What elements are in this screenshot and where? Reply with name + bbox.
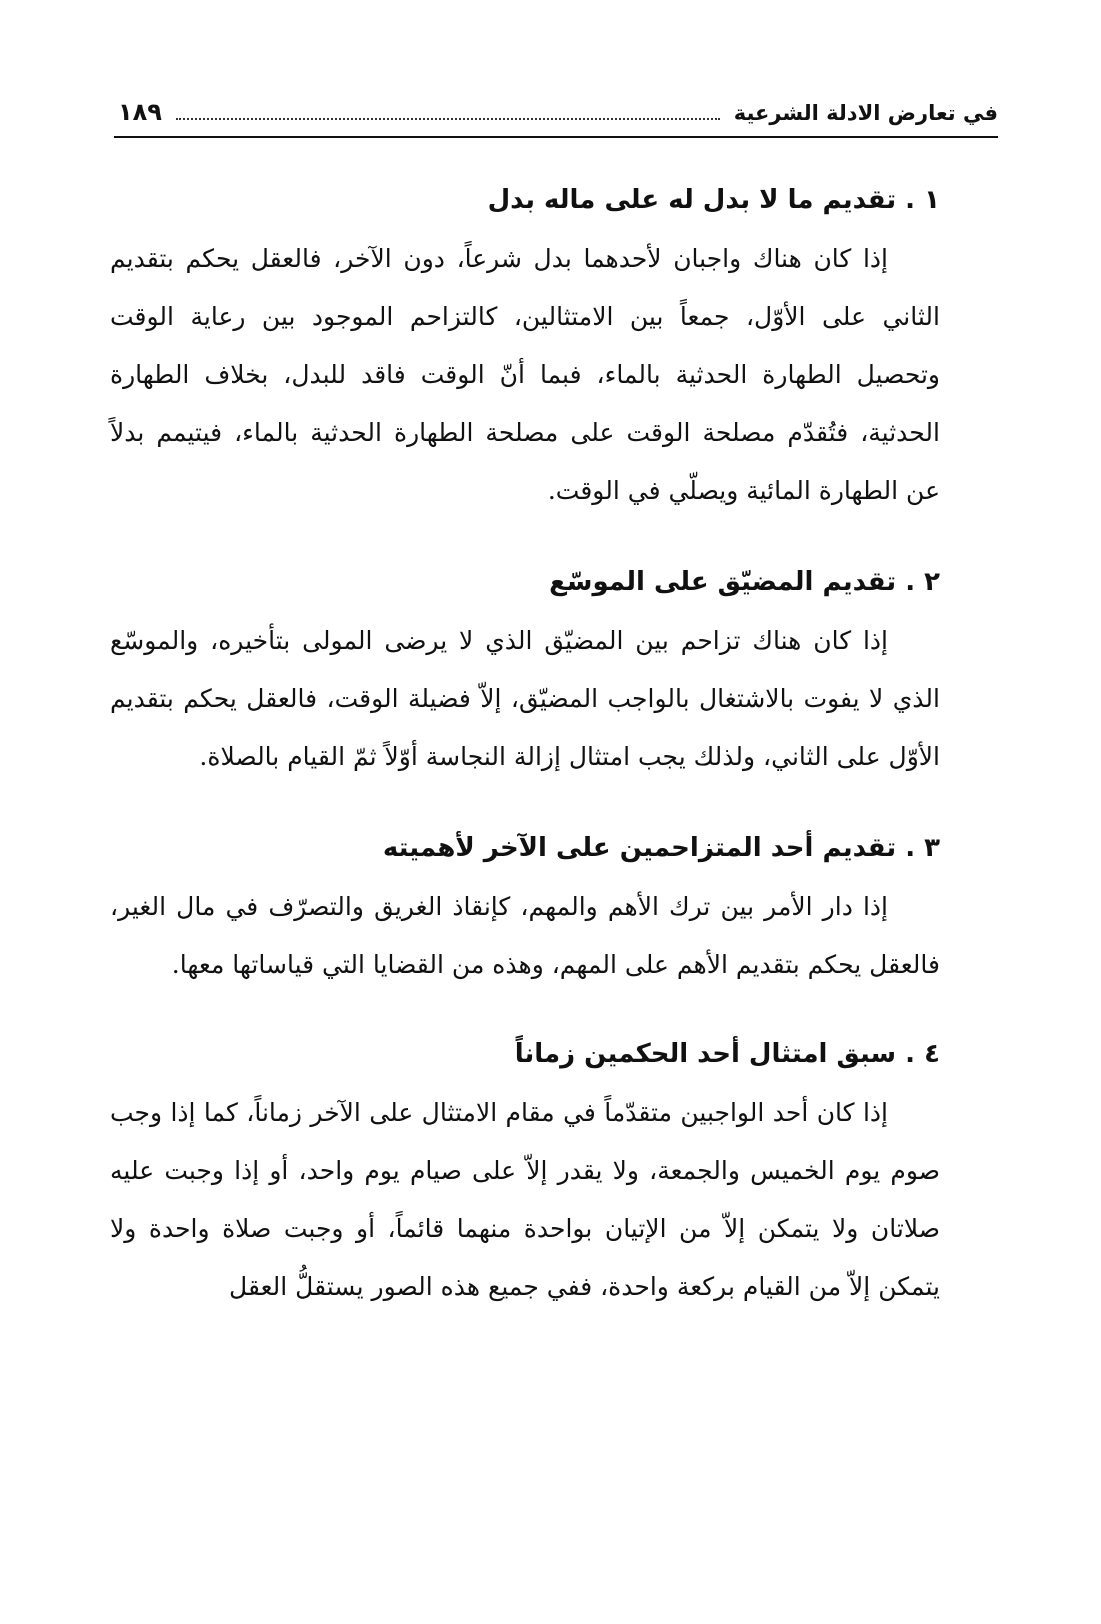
page-body (110, 170, 940, 1316)
section-1 (110, 170, 940, 520)
section-heading: ٣ . تقديم أحد المتزاحمين على الآخر لأهميته (382, 833, 940, 863)
section-paragraph: إذا كان هناك واجبان لأحدهما بدل شرعاً، دون الآخر، فالعقل يحكم بتقديم الثاني على الأوّل، جمعاً بين الامتثالين، كالتزاحم الموجود بين رعاية الوقت وتحصيل الطهارة الحدثية بالماء، فبما أنّ الوقت فاقد للبدل، بخلاف الطهارة الحدثية، فتُقدّم مصلحة الوقت على مصلحة الطهارة الحدثية بالماء، فيتيمم بدلاً عن الطهارة المائية ويصلّي في الوقت. (110, 244, 940, 505)
section-paragraph: إذا كان أحد الواجبين متقدّماً في مقام الامتثال على الآخر زماناً، كما إذا وجب صوم يوم الخميس والجمعة، ولا يقدر إلاّ على صيام يوم واحد، أو إذا وجبت عليه صلاتان ولا يتمكن إلاّ من الإتيان بواحدة منهما قائماً، أو وجبت صلاة واحدة ولا يتمكن إلاّ من القيام بركعة واحدة، ففي جميع هذه الصور يستقلُّ العقل (110, 1098, 940, 1301)
page-number: ١٨٩ (118, 98, 162, 126)
section-heading: ٤ . سبق امتثال أحد الحكمين زماناً (514, 1039, 940, 1069)
section-4 (110, 1024, 940, 1316)
running-title: في تعارض الادلة الشرعية (733, 101, 998, 125)
section-2 (110, 552, 940, 786)
running-header (118, 84, 998, 124)
section-spacer (110, 994, 940, 1024)
section-heading: ٢ . تقديم المضيّق على الموسّع (549, 567, 940, 597)
section-spacer (110, 786, 940, 818)
header-divider (114, 136, 998, 138)
section-heading: ١ . تقديم ما لا بدل له على ماله بدل (487, 185, 940, 215)
dot-leader (176, 118, 720, 120)
section-spacer (110, 520, 940, 552)
section-3 (110, 818, 940, 994)
section-paragraph: إذا كان هناك تزاحم بين المضيّق الذي لا يرضى المولى بتأخيره، والموسّع الذي لا يفوت بالاشتغال بالواجب المضيّق، إلاّ فضيلة الوقت، فالعقل يحكم بتقديم الأوّل على الثاني، ولذلك يجب امتثال إزالة النجاسة أوّلاً ثمّ القيام بالصلاة. (110, 626, 940, 771)
section-paragraph: إذا دار الأمر بين ترك الأهم والمهم، كإنقاذ الغريق والتصرّف في مال الغير، فالعقل يحكم بتقديم الأهم على المهم، وهذه من القضايا التي قياساتها معها. (110, 892, 940, 979)
